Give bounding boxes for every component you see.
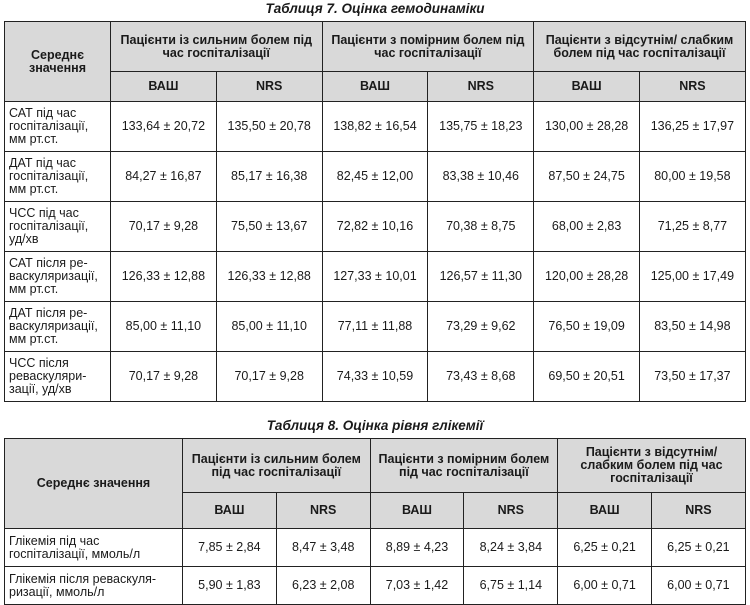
row-label: САТ під час госпіталізації, мм рт.ст. — [5, 102, 111, 152]
table-cell: 76,50 ± 19,09 — [534, 302, 640, 352]
table7-subheader-row — [5, 72, 746, 102]
table-cell: 80,00 ± 19,58 — [640, 152, 746, 202]
row-label: ЧСС під час госпіталізації, уд/хв — [5, 202, 111, 252]
table8-corner-header: Середнє значення — [5, 439, 183, 529]
table7-subheader-nrs: NRS — [640, 72, 746, 102]
table-row — [5, 152, 746, 202]
table-cell: 6,25 ± 0,21 — [652, 529, 746, 567]
table-cell: 85,17 ± 16,38 — [216, 152, 322, 202]
glycemia-table — [4, 438, 746, 605]
table-cell: 84,27 ± 16,87 — [111, 152, 217, 202]
table7-subheader-vas: ВАШ — [534, 72, 640, 102]
table-cell: 85,00 ± 11,10 — [111, 302, 217, 352]
row-label: ЧСС після реваскуляризації, уд/хв — [5, 352, 111, 402]
table-cell: 71,25 ± 8,77 — [640, 202, 746, 252]
table-row — [5, 202, 746, 252]
table-cell: 87,50 ± 24,75 — [534, 152, 640, 202]
table-cell: 6,00 ± 0,71 — [652, 567, 746, 605]
row-label: ДАТ під час госпіталізації, мм рт.ст. — [5, 152, 111, 202]
table-cell: 6,00 ± 0,71 — [558, 567, 652, 605]
table-cell: 6,75 ± 1,14 — [464, 567, 558, 605]
table7-group-header-row — [5, 22, 746, 72]
table-cell: 85,00 ± 11,10 — [216, 302, 322, 352]
table-cell: 74,33 ± 10,59 — [322, 352, 428, 402]
table-cell: 69,50 ± 20,51 — [534, 352, 640, 402]
table-cell: 72,82 ± 10,16 — [322, 202, 428, 252]
table8-subheader-nrs: NRS — [464, 493, 558, 529]
table-cell: 8,24 ± 3,84 — [464, 529, 558, 567]
row-label: Глікемія під час госпіталізації, ммоль/л — [5, 529, 183, 567]
table-cell: 8,89 ± 4,23 — [370, 529, 464, 567]
table8-subheader-vas: ВАШ — [558, 493, 652, 529]
table-cell: 73,43 ± 8,68 — [428, 352, 534, 402]
table-cell: 135,50 ± 20,78 — [216, 102, 322, 152]
table-cell: 125,00 ± 17,49 — [640, 252, 746, 302]
table-cell: 70,17 ± 9,28 — [216, 352, 322, 402]
table7-subheader-nrs: NRS — [428, 72, 534, 102]
table-cell: 133,64 ± 20,72 — [111, 102, 217, 152]
table-row — [5, 567, 746, 605]
table7-group-severe-pain: Пацієнти із сильним болем під час госпіталізації — [111, 22, 323, 72]
row-label: САТ після реваскуляризації, мм рт.ст. — [5, 252, 111, 302]
table7-corner-header: Середнє значення — [5, 22, 111, 102]
table-cell: 70,17 ± 9,28 — [111, 352, 217, 402]
table-row — [5, 352, 746, 402]
table-cell: 70,38 ± 8,75 — [428, 202, 534, 252]
table8-subheader-nrs: NRS — [652, 493, 746, 529]
table8-subheader-vas: ВАШ — [183, 493, 277, 529]
table8-subheader-vas: ВАШ — [370, 493, 464, 529]
hemodynamics-table — [4, 21, 746, 402]
table8-subheader-nrs: NRS — [276, 493, 370, 529]
table-cell: 73,29 ± 9,62 — [428, 302, 534, 352]
table-cell: 70,17 ± 9,28 — [111, 202, 217, 252]
table-cell: 75,50 ± 13,67 — [216, 202, 322, 252]
table-row — [5, 252, 746, 302]
table7-subheader-nrs: NRS — [216, 72, 322, 102]
table-cell: 6,25 ± 0,21 — [558, 529, 652, 567]
table-cell: 120,00 ± 28,28 — [534, 252, 640, 302]
table-cell: 77,11 ± 11,88 — [322, 302, 428, 352]
table-cell: 130,00 ± 28,28 — [534, 102, 640, 152]
table-cell: 68,00 ± 2,83 — [534, 202, 640, 252]
table7-group-no-mild-pain: Пацієнти з відсутнім/ слабким болем під час госпіталізації — [534, 22, 746, 72]
table7-group-moderate-pain: Пацієнти з помірним болем під час госпіталізації — [322, 22, 534, 72]
table-cell: 7,03 ± 1,42 — [370, 567, 464, 605]
table-cell: 136,25 ± 17,97 — [640, 102, 746, 152]
table-row — [5, 302, 746, 352]
table-cell: 73,50 ± 17,37 — [640, 352, 746, 402]
row-label: ДАТ після реваскуляризації, мм рт.ст. — [5, 302, 111, 352]
table-cell: 135,75 ± 18,23 — [428, 102, 534, 152]
table-cell: 127,33 ± 10,01 — [322, 252, 428, 302]
table-cell: 7,85 ± 2,84 — [183, 529, 277, 567]
table8-group-severe-pain: Пацієнти із сильним болем під час госпіталізації — [183, 439, 371, 493]
table-row — [5, 529, 746, 567]
table8-group-moderate-pain: Пацієнти з помірним болем під час госпіталізації — [370, 439, 558, 493]
table7-subheader-vas: ВАШ — [111, 72, 217, 102]
table7-caption: Таблиця 7. Оцінка гемодинаміки — [265, 1, 485, 16]
row-label: Глікемія після реваскуляризації, ммоль/л — [5, 567, 183, 605]
table7-subheader-vas: ВАШ — [322, 72, 428, 102]
table-cell: 82,45 ± 12,00 — [322, 152, 428, 202]
table-cell: 83,38 ± 10,46 — [428, 152, 534, 202]
table-cell: 83,50 ± 14,98 — [640, 302, 746, 352]
table-cell: 138,82 ± 16,54 — [322, 102, 428, 152]
table8-caption: Таблиця 8. Оцінка рівня глікемії — [266, 418, 484, 433]
table8-group-no-mild-pain: Пацієнти з відсутнім/ слабким болем під час госпіталізації — [558, 439, 746, 493]
table-cell: 6,23 ± 2,08 — [276, 567, 370, 605]
table-cell: 5,90 ± 1,83 — [183, 567, 277, 605]
table8-group-header-row — [5, 439, 746, 493]
table-cell: 126,57 ± 11,30 — [428, 252, 534, 302]
table-cell: 8,47 ± 3,48 — [276, 529, 370, 567]
table-row — [5, 102, 746, 152]
table-cell: 126,33 ± 12,88 — [111, 252, 217, 302]
table-cell: 126,33 ± 12,88 — [216, 252, 322, 302]
